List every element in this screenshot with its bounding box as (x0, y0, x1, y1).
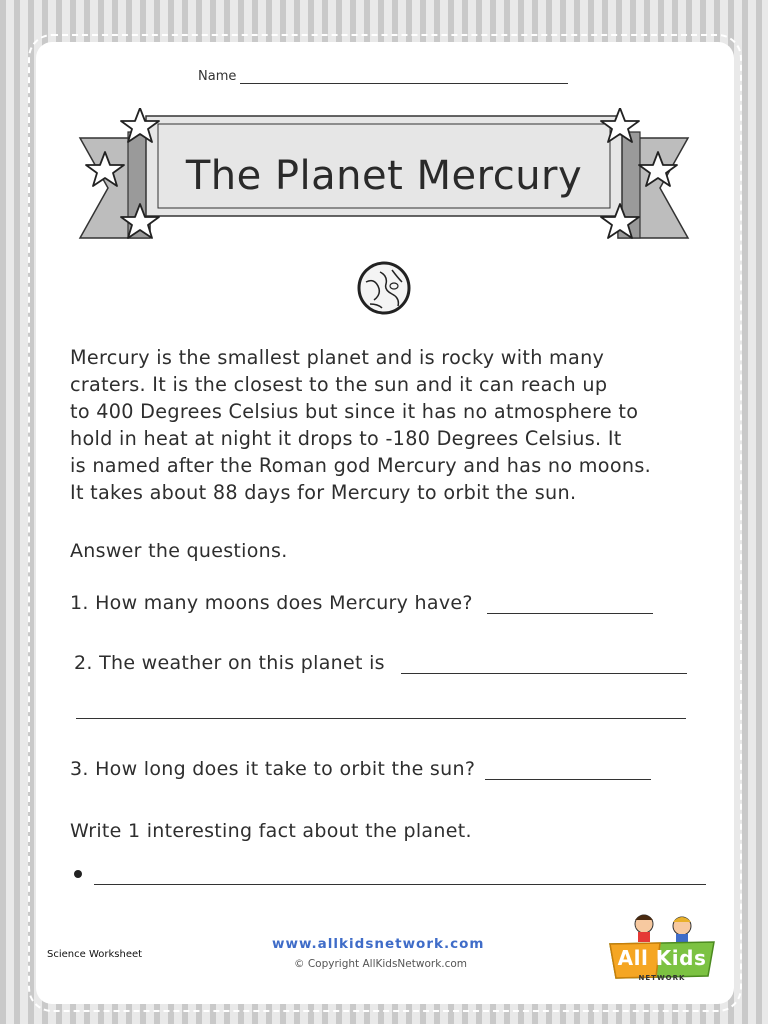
paragraph-line: is named after the Roman god Mercury and has no moons. (70, 454, 652, 477)
worksheet-category: Science Worksheet (47, 949, 143, 960)
paragraph-line: It takes about 88 days for Mercury to orbit the sun. (70, 481, 577, 504)
fact-prompt: Write 1 interesting fact about the planet. (70, 820, 472, 842)
question-3-answer-line[interactable] (485, 762, 651, 780)
logo-text: All Kids (617, 946, 707, 970)
question-2 (74, 652, 687, 674)
name-input-line[interactable] (240, 70, 568, 84)
site-url-link[interactable]: www.allkidsnetwork.com (272, 936, 485, 952)
question-2-answer-line[interactable] (401, 656, 687, 674)
name-label: Name (198, 69, 237, 84)
paragraph-line: craters. It is the closest to the sun and it can reach up (70, 373, 608, 396)
bullet-point (74, 870, 82, 878)
question-2-answer-line-2[interactable] (76, 718, 686, 719)
planet-mercury-icon (356, 260, 412, 320)
copyright-text: © Copyright AllKidsNetwork.com (294, 958, 468, 970)
paragraph-line: Mercury is the smallest planet and is rocky with many (70, 346, 605, 369)
question-1-text: 1. How many moons does Mercury have? (70, 592, 473, 614)
worksheet-title: The Planet Mercury (185, 153, 583, 199)
instruction-text: Answer the questions. (70, 540, 288, 562)
question-3-text: 3. How long does it take to orbit the sun? (70, 758, 476, 780)
mercury-description (70, 344, 710, 506)
question-3 (70, 758, 651, 780)
question-1 (70, 592, 653, 614)
question-2-text: 2. The weather on this planet is (74, 652, 385, 674)
title-banner (78, 108, 690, 258)
allkids-logo (604, 910, 720, 986)
paragraph-line: to 400 Degrees Celsius but since it has no atmosphere to (70, 400, 639, 423)
logo-subtext: NETWORK (638, 974, 686, 982)
question-1-answer-line[interactable] (487, 596, 653, 614)
worksheet-page (36, 42, 734, 1004)
fact-answer-line[interactable] (94, 884, 706, 885)
paragraph-line: hold in heat at night it drops to -180 Degrees Celsius. It (70, 427, 622, 450)
name-field (198, 69, 568, 84)
